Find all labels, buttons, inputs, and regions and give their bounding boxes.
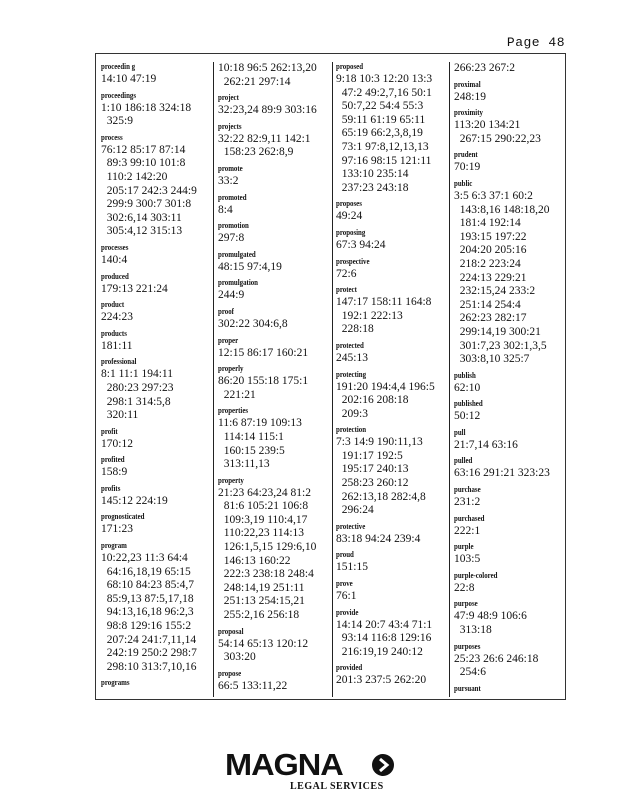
index-references: 63:16 291:21 323:23 — [454, 467, 550, 480]
index-term: pursuant — [454, 683, 481, 693]
index-term: prospective — [336, 256, 370, 266]
index-term: produced — [101, 271, 129, 281]
index-references: 8:4 — [218, 203, 233, 216]
index-references: 191:20 194:4,4 196:5 202:16 208:18 209:3 — [336, 380, 435, 420]
index-references: 50:12 — [454, 410, 481, 423]
index-term: properties — [218, 406, 249, 416]
index-term: protecting — [336, 369, 367, 379]
index-term: protective — [336, 521, 366, 531]
index-references: 32:23,24 89:9 303:16 — [218, 104, 317, 117]
index-term: projects — [218, 121, 242, 131]
index-term: promoted — [218, 192, 247, 202]
index-references: 10:18 96:5 262:13,20 262:21 297:14 — [218, 62, 317, 88]
index-term: promotion — [218, 221, 249, 231]
index-term: product — [101, 300, 125, 310]
logo-subtitle: LEGAL SERVICES — [290, 781, 384, 792]
index-term: programs — [101, 678, 130, 688]
index-references: 179:13 221:24 — [101, 282, 168, 295]
index-column-1 — [101, 62, 213, 689]
index-references: 76:1 — [336, 590, 357, 603]
index-references: 181:11 — [101, 339, 133, 352]
index-term: properly — [218, 364, 244, 374]
index-references: 158:9 — [101, 466, 128, 479]
index-references: 21:7,14 63:16 — [454, 438, 518, 451]
index-references: 47:9 48:9 106:6 313:18 — [454, 610, 527, 637]
index-term: promulgated — [218, 249, 256, 259]
index-references: 113:20 134:21 267:15 290:22,23 — [454, 119, 541, 145]
index-references: 103:5 — [454, 553, 481, 566]
index-term: proposes — [336, 199, 362, 209]
index-term: published — [454, 399, 483, 409]
index-term: protected — [336, 340, 364, 350]
index-frame — [95, 53, 566, 700]
index-column-4 — [454, 62, 566, 695]
index-term: processes — [101, 242, 129, 252]
index-references: 245:13 — [336, 351, 368, 364]
logo-wordmark: MAGNA — [225, 747, 343, 782]
index-references: 10:22,23 11:3 64:4 64:16,18,19 65:15 68:10 84:23 85:4,7 85:9,13 87:5,17,18 94:13,16,18 96:2,3 98:8 129:16 155:2 207:24 241:7,11,14 242:19 250:2 298:7 298:10 313:7,10,16 — [101, 552, 197, 673]
index-references: 145:12 224:19 — [101, 494, 168, 507]
page-number: Page 48 — [506, 35, 565, 50]
index-references: 33:2 — [218, 174, 239, 187]
index-term: purchased — [454, 513, 485, 523]
index-references: 9:18 10:3 12:20 13:3 47:2 49:2,7,16 50:1 50:7,22 54:4 55:3 59:11 61:19 65:11 65:19 66:2,3,8,19 73:1 97:8,12,13,13 97:16 98:15 121:11 133:10 235:14 237:23 243:18 — [336, 73, 433, 194]
index-term: public — [454, 178, 473, 188]
index-references: 49:24 — [336, 210, 363, 223]
index-term: process — [101, 132, 123, 142]
column-divider — [449, 62, 450, 697]
index-references: 67:3 94:24 — [336, 238, 386, 251]
index-references: 12:15 86:17 160:21 — [218, 346, 309, 359]
index-term: proposed — [336, 62, 364, 71]
index-term: proximal — [454, 79, 481, 89]
index-term: proposal — [218, 626, 244, 636]
index-term: profits — [101, 483, 121, 493]
index-references: 140:4 — [101, 253, 128, 266]
index-term: purpose — [454, 599, 478, 609]
index-term: protect — [336, 285, 357, 295]
index-references: 72:6 — [336, 267, 357, 280]
index-references: 231:2 — [454, 496, 481, 509]
index-references: 7:3 14:9 190:11,13 191:17 192:5 195:17 240:13 258:23 260:12 262:13,18 282:4,8 296:24 — [336, 436, 426, 517]
index-references: 302:22 304:6,8 — [218, 317, 288, 330]
index-term: promote — [218, 163, 243, 173]
index-references: 222:1 — [454, 524, 481, 537]
index-references: 244:9 — [218, 289, 245, 302]
index-references: 54:14 65:13 120:12 303:20 — [218, 637, 309, 664]
index-references: 171:23 — [101, 523, 133, 536]
index-term: purchase — [454, 485, 481, 495]
index-references: 48:15 97:4,19 — [218, 260, 282, 273]
index-term: proposing — [336, 227, 366, 237]
index-term: profited — [101, 455, 125, 465]
index-references: 1:10 186:18 324:18 325:9 — [101, 101, 192, 128]
index-term: provide — [336, 607, 359, 617]
index-references: 62:10 — [454, 381, 481, 394]
index-term: pull — [454, 427, 466, 437]
index-term: professional — [101, 357, 137, 367]
index-references: 22:8 — [454, 581, 475, 594]
index-column-3 — [336, 62, 448, 688]
index-term: proceedin g — [101, 62, 136, 71]
index-term: publish — [454, 370, 476, 380]
index-references: 66:5 133:11,22 — [218, 679, 288, 692]
index-term: proof — [218, 306, 234, 316]
index-term: propose — [218, 668, 242, 678]
index-column-2 — [218, 62, 330, 693]
index-term: prognosticated — [101, 512, 145, 522]
index-references: 83:18 94:24 239:4 — [336, 532, 421, 545]
index-references: 224:23 — [101, 311, 133, 324]
index-references: 70:19 — [454, 161, 481, 174]
index-term: prove — [336, 579, 353, 589]
index-term: purple — [454, 542, 474, 552]
magna-logo — [225, 748, 395, 793]
column-divider — [213, 62, 214, 697]
index-references: 3:5 6:3 37:1 60:2 143:8,16 148:18,20 181:4 192:14 193:15 197:22 204:20 205:16 218:2 223:24 224:13 229:21 232:15,24 233:2 251:14 254:4 262:23 282:17 299:14,19 300:21 301:7,23 302:1,3,5 303:8,10 325:7 — [454, 189, 550, 366]
index-term: proper — [218, 335, 239, 345]
index-references: 248:19 — [454, 90, 486, 103]
index-term: purposes — [454, 641, 481, 651]
column-divider — [332, 62, 333, 697]
index-references: 11:6 87:19 109:13 114:14 115:1 160:15 239:5 313:11,13 — [218, 417, 302, 471]
index-term: program — [101, 541, 127, 551]
index-references: 86:20 155:18 175:1 221:21 — [218, 375, 309, 401]
index-references: 297:8 — [218, 232, 245, 245]
index-term: pulled — [454, 456, 473, 466]
index-term: proceedings — [101, 90, 137, 100]
index-term: prudent — [454, 150, 478, 160]
index-term: purple-colored — [454, 570, 498, 580]
index-term: profit — [101, 426, 118, 436]
index-references: 14:10 47:19 — [101, 73, 157, 85]
index-references: 201:3 237:5 262:20 — [336, 674, 427, 687]
index-references: 151:15 — [336, 561, 368, 574]
index-term: project — [218, 93, 239, 103]
index-term: provided — [336, 663, 363, 673]
index-term: proud — [336, 550, 354, 560]
index-references: 170:12 — [101, 437, 133, 450]
index-references: 76:12 85:17 87:14 89:3 99:10 101:8 110:2 142:20 205:17 242:3 244:9 299:9 300:7 301:8 302:6,14 303:11 305:4,12 315:13 — [101, 143, 197, 238]
index-references: 14:14 20:7 43:4 71:1 93:14 116:8 129:16 216:19,19 240:12 — [336, 618, 433, 658]
index-term: promulgation — [218, 278, 259, 288]
index-references: 8:1 11:1 194:11 280:23 297:23 298:1 314:5,8 320:11 — [101, 368, 174, 422]
logo-arrow-icon — [372, 754, 394, 776]
index-references: 25:23 26:6 246:18 254:6 — [454, 652, 539, 679]
index-term: protection — [336, 425, 367, 435]
index-term: proximity — [454, 108, 483, 118]
index-references: 21:23 64:23,24 81:2 81:6 105:21 106:8 109:3,19 110:4,17 110:22,23 114:13 126:1,5,15 129:6,10 146:13 160:22 222:3 238:18 248:4 248:14,19 251:11 251:13 254:15,21 255:2,16 256:18 — [218, 486, 317, 622]
index-references: 32:22 82:9,11 142:1 158:23 262:8,9 — [218, 132, 311, 159]
index-term: products — [101, 328, 127, 338]
index-references: 266:23 267:2 — [454, 62, 516, 74]
index-term: property — [218, 475, 244, 485]
index-references: 147:17 158:11 164:8 192:1 222:13 228:18 — [336, 296, 432, 336]
